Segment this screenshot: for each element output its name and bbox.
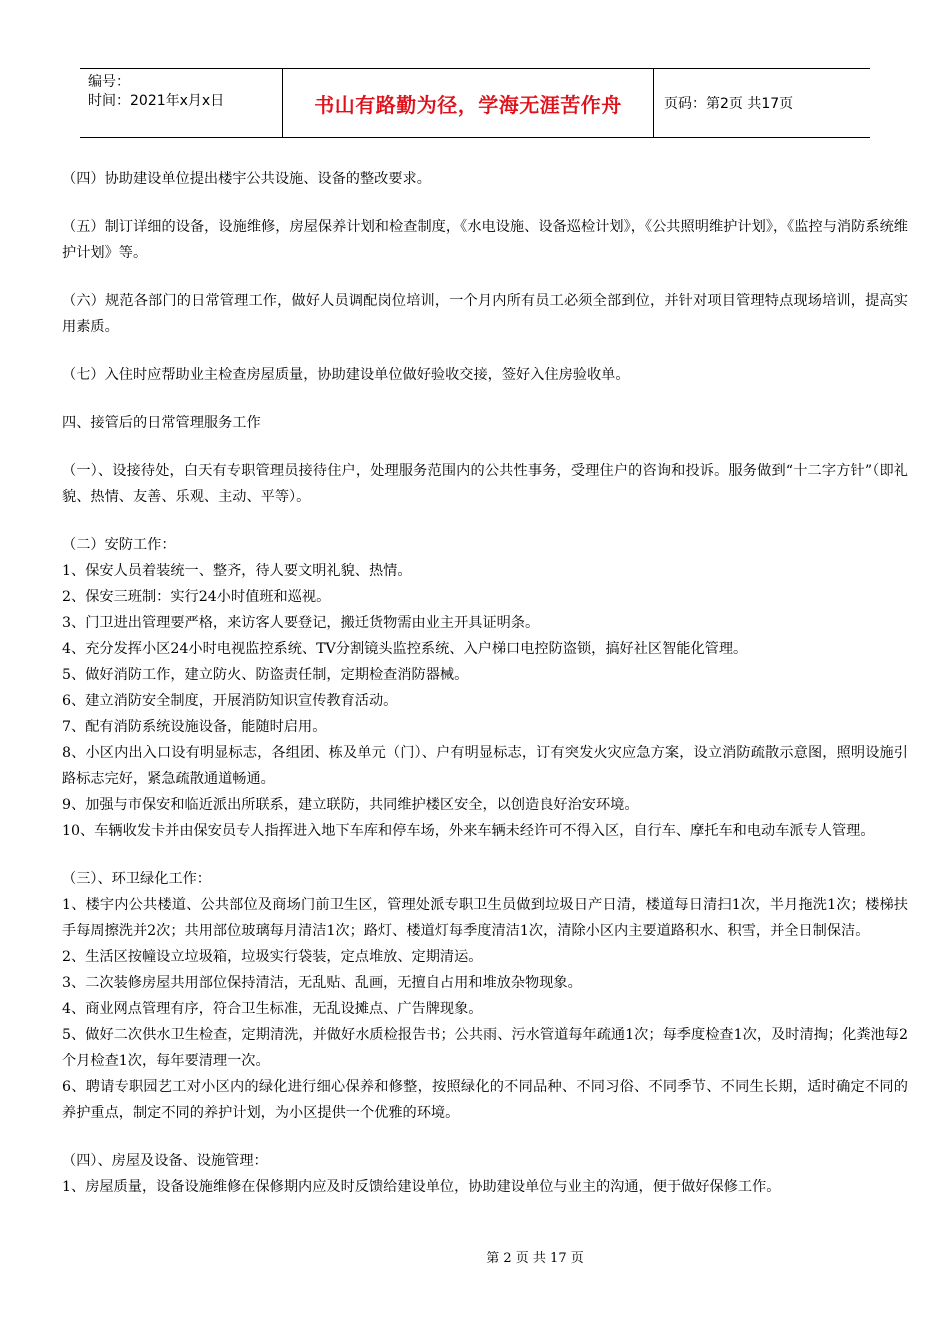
paragraph: 8、小区内出入口设有明显标志，各组团、栋及单元（门）、户有明显标志，订有突发火灾应急方案，设立消防疏散示意图，照明设施引路标志完好，紧急疏散通道畅通。: [62, 745, 908, 787]
document-number: 编号：: [88, 74, 130, 90]
paragraph: 4、充分发挥小区24小时电视监控系统、TV分割镜头监控系统、入户梯口电控防盗锁，搞好社区智能化管理。: [62, 641, 748, 657]
paragraph: （五）制订详细的设备，设施维修，房屋保养计划和检查制度，《水电设施、设备巡检计划》，《公共照明维护计划》，《监控与消防系统维护计划》等。: [62, 219, 908, 261]
paragraph: 5、做好消防工作，建立防火、防盗责任制，定期检查消防器械。: [62, 667, 469, 683]
paragraph: 9、加强与市保安和临近派出所联系，建立联防，共同维护楼区安全，以创造良好治安环境。: [62, 797, 639, 813]
paragraph: 6、聘请专职园艺工对小区内的绿化进行细心保养和修整，按照绿化的不同品种、不同习俗、不同季节、不同生长期，适时确定不同的养护重点，制定不同的养护计划，为小区提供一个优雅的环境。: [62, 1079, 908, 1121]
paragraph: （六）规范各部门的日常管理工作，做好人员调配岗位培训，一个月内所有员工必须全部到位，并针对项目管理特点现场培训，提高实用素质。: [62, 293, 908, 335]
paragraph: （四）、房屋及设备、设施管理：: [62, 1153, 268, 1169]
paragraph: 10、车辆收发卡并由保安员专人指挥进入地下车库和停车场，外来车辆未经许可不得入区，自行车、摩托车和电动车派专人管理。: [62, 823, 875, 839]
paragraph-gap: [62, 266, 908, 288]
paragraph-gap: [62, 192, 908, 214]
paragraph: 5、做好二次供水卫生检查，定期清洗，并做好水质检报告书；公共雨、污水管道每年疏通1次；每季度检查1次，及时清掏；化粪池每2个月检查1次，每年要清理一次。: [62, 1027, 908, 1069]
paragraph: 1、保安人员着装统一、整齐，待人要文明礼貌、热情。: [62, 563, 412, 579]
paragraph-gap: [62, 1126, 908, 1148]
paragraph-gap: [62, 388, 908, 410]
paragraph: 2、生活区按幢设立垃圾箱，垃圾实行袋装，定点堆放、定期清运。: [62, 949, 483, 965]
paragraph-gap: [62, 436, 908, 458]
paragraph: 7、配有消防系统设施设备，能随时启用。: [62, 719, 327, 735]
document-date: 时间：2021年x月x日: [88, 93, 225, 109]
paragraph: 1、楼宇内公共楼道、公共部位及商场门前卫生区，管理处派专职卫生员做到垃圾日产日清，楼道每日清扫1次，半月拖洗1次；楼梯扶手每周擦洗并2次；共用部位玻璃每月清洁1次；路灯、楼道灯每季度清洁1次，清除小区内主要道路积水、积雪，并全日制保洁。: [62, 897, 908, 939]
paragraph: 2、保安三班制：实行24小时值班和巡视。: [62, 589, 331, 605]
document-body: [62, 166, 908, 1200]
page-header: [80, 68, 870, 138]
header-motto: 书山有路勤为径，学海无涯苦作舟: [282, 69, 654, 137]
header-meta: [80, 69, 282, 137]
paragraph: 3、门卫进出管理要严格，来访客人要登记，搬迁货物需由业主开具证明条。: [62, 615, 540, 631]
paragraph-gap: [62, 340, 908, 362]
paragraph: 四、接管后的日常管理服务工作: [62, 415, 261, 431]
paragraph: 4、商业网点管理有序，符合卫生标准，无乱设摊点、广告牌现象。: [62, 1001, 483, 1017]
paragraph-gap: [62, 844, 908, 866]
paragraph-gap: [62, 510, 908, 532]
paragraph: 6、建立消防安全制度，开展消防知识宣传教育活动。: [62, 693, 398, 709]
paragraph: （七）入住时应帮助业主检查房屋质量，协助建设单位做好验收交接，签好入住房验收单。: [62, 367, 630, 383]
paragraph: （二）安防工作：: [62, 537, 176, 553]
paragraph: （四）协助建设单位提出楼宇公共设施、设备的整改要求。: [62, 171, 431, 187]
paragraph: （三）、环卫绿化工作：: [62, 871, 211, 887]
paragraph: 3、二次装修房屋共用部位保持清洁，无乱贴、乱画，无擅自占用和堆放杂物现象。: [62, 975, 582, 991]
header-page-number: 页码：第2页 共17页: [664, 96, 794, 112]
paragraph: 1、房屋质量，设备设施维修在保修期内应及时反馈给建设单位，协助建设单位与业主的沟通，便于做好保修工作。: [62, 1179, 781, 1195]
paragraph: （一）、设接待处，白天有专职管理员接待住户，处理服务范围内的公共性事务，受理住户的咨询和投诉。服务做到“十二字方针”（即礼貌、热情、友善、乐观、主动、平等）。: [62, 463, 908, 505]
page-footer: 第 2 页 共 17 页: [486, 1251, 584, 1266]
